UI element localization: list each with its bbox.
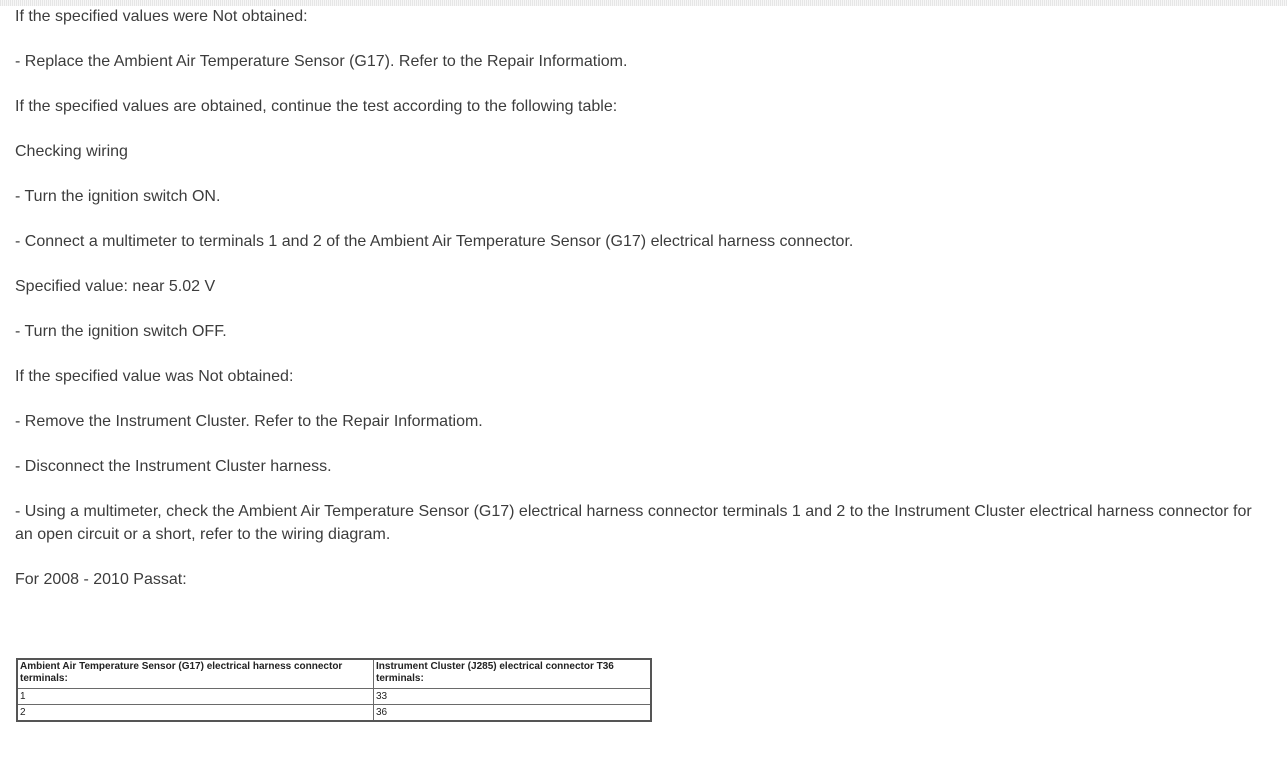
terminal-mapping-table [16,658,652,722]
step-connect-multimeter: - Connect a multimeter to terminals 1 and 2 of the Ambient Air Temperature Sensor (G17) electrical harness connector. [15,233,854,250]
document-body [15,5,1265,591]
table-cell-cluster-terminal: 36 [374,705,652,722]
step-remove-cluster: - Remove the Instrument Cluster. Refer to the Repair Informatiom. [15,413,483,430]
table-row [17,689,651,705]
paragraph-values-obtained: If the specified values are obtained, continue the test according to the following table: [15,98,618,115]
step-ignition-on: - Turn the ignition switch ON. [15,188,221,205]
table-header-row [17,659,651,689]
step-replace-sensor: - Replace the Ambient Air Temperature Sensor (G17). Refer to the Repair Informatiom. [15,53,628,70]
step-ignition-off: - Turn the ignition switch OFF. [15,323,227,340]
section-heading-checking-wiring: Checking wiring [15,143,128,160]
model-year-label: For 2008 - 2010 Passat: [15,571,187,588]
table-cell-sensor-terminal: 1 [17,689,374,705]
table-cell-cluster-terminal: 33 [374,689,652,705]
step-check-circuit: - Using a multimeter, check the Ambient Air Temperature Sensor (G17) electrical harness connector terminals 1 and 2 to the Instrument Cluster electrical harness connector for an open circuit or a short, refer to the wiring diagram. [15,503,1252,543]
specified-value: Specified value: near 5.02 V [15,278,216,295]
paragraph-values-not-obtained: If the specified values were Not obtained: [15,8,308,25]
table-header-sensor-terminals: Ambient Air Temperature Sensor (G17) electrical harness connector terminals: [17,659,374,689]
table-row [17,705,651,722]
table-header-cluster-terminals: Instrument Cluster (J285) electrical connector T36 terminals: [374,659,652,689]
table-cell-sensor-terminal: 2 [17,705,374,722]
step-disconnect-harness: - Disconnect the Instrument Cluster harness. [15,458,332,475]
paragraph-value-not-obtained: If the specified value was Not obtained: [15,368,294,385]
